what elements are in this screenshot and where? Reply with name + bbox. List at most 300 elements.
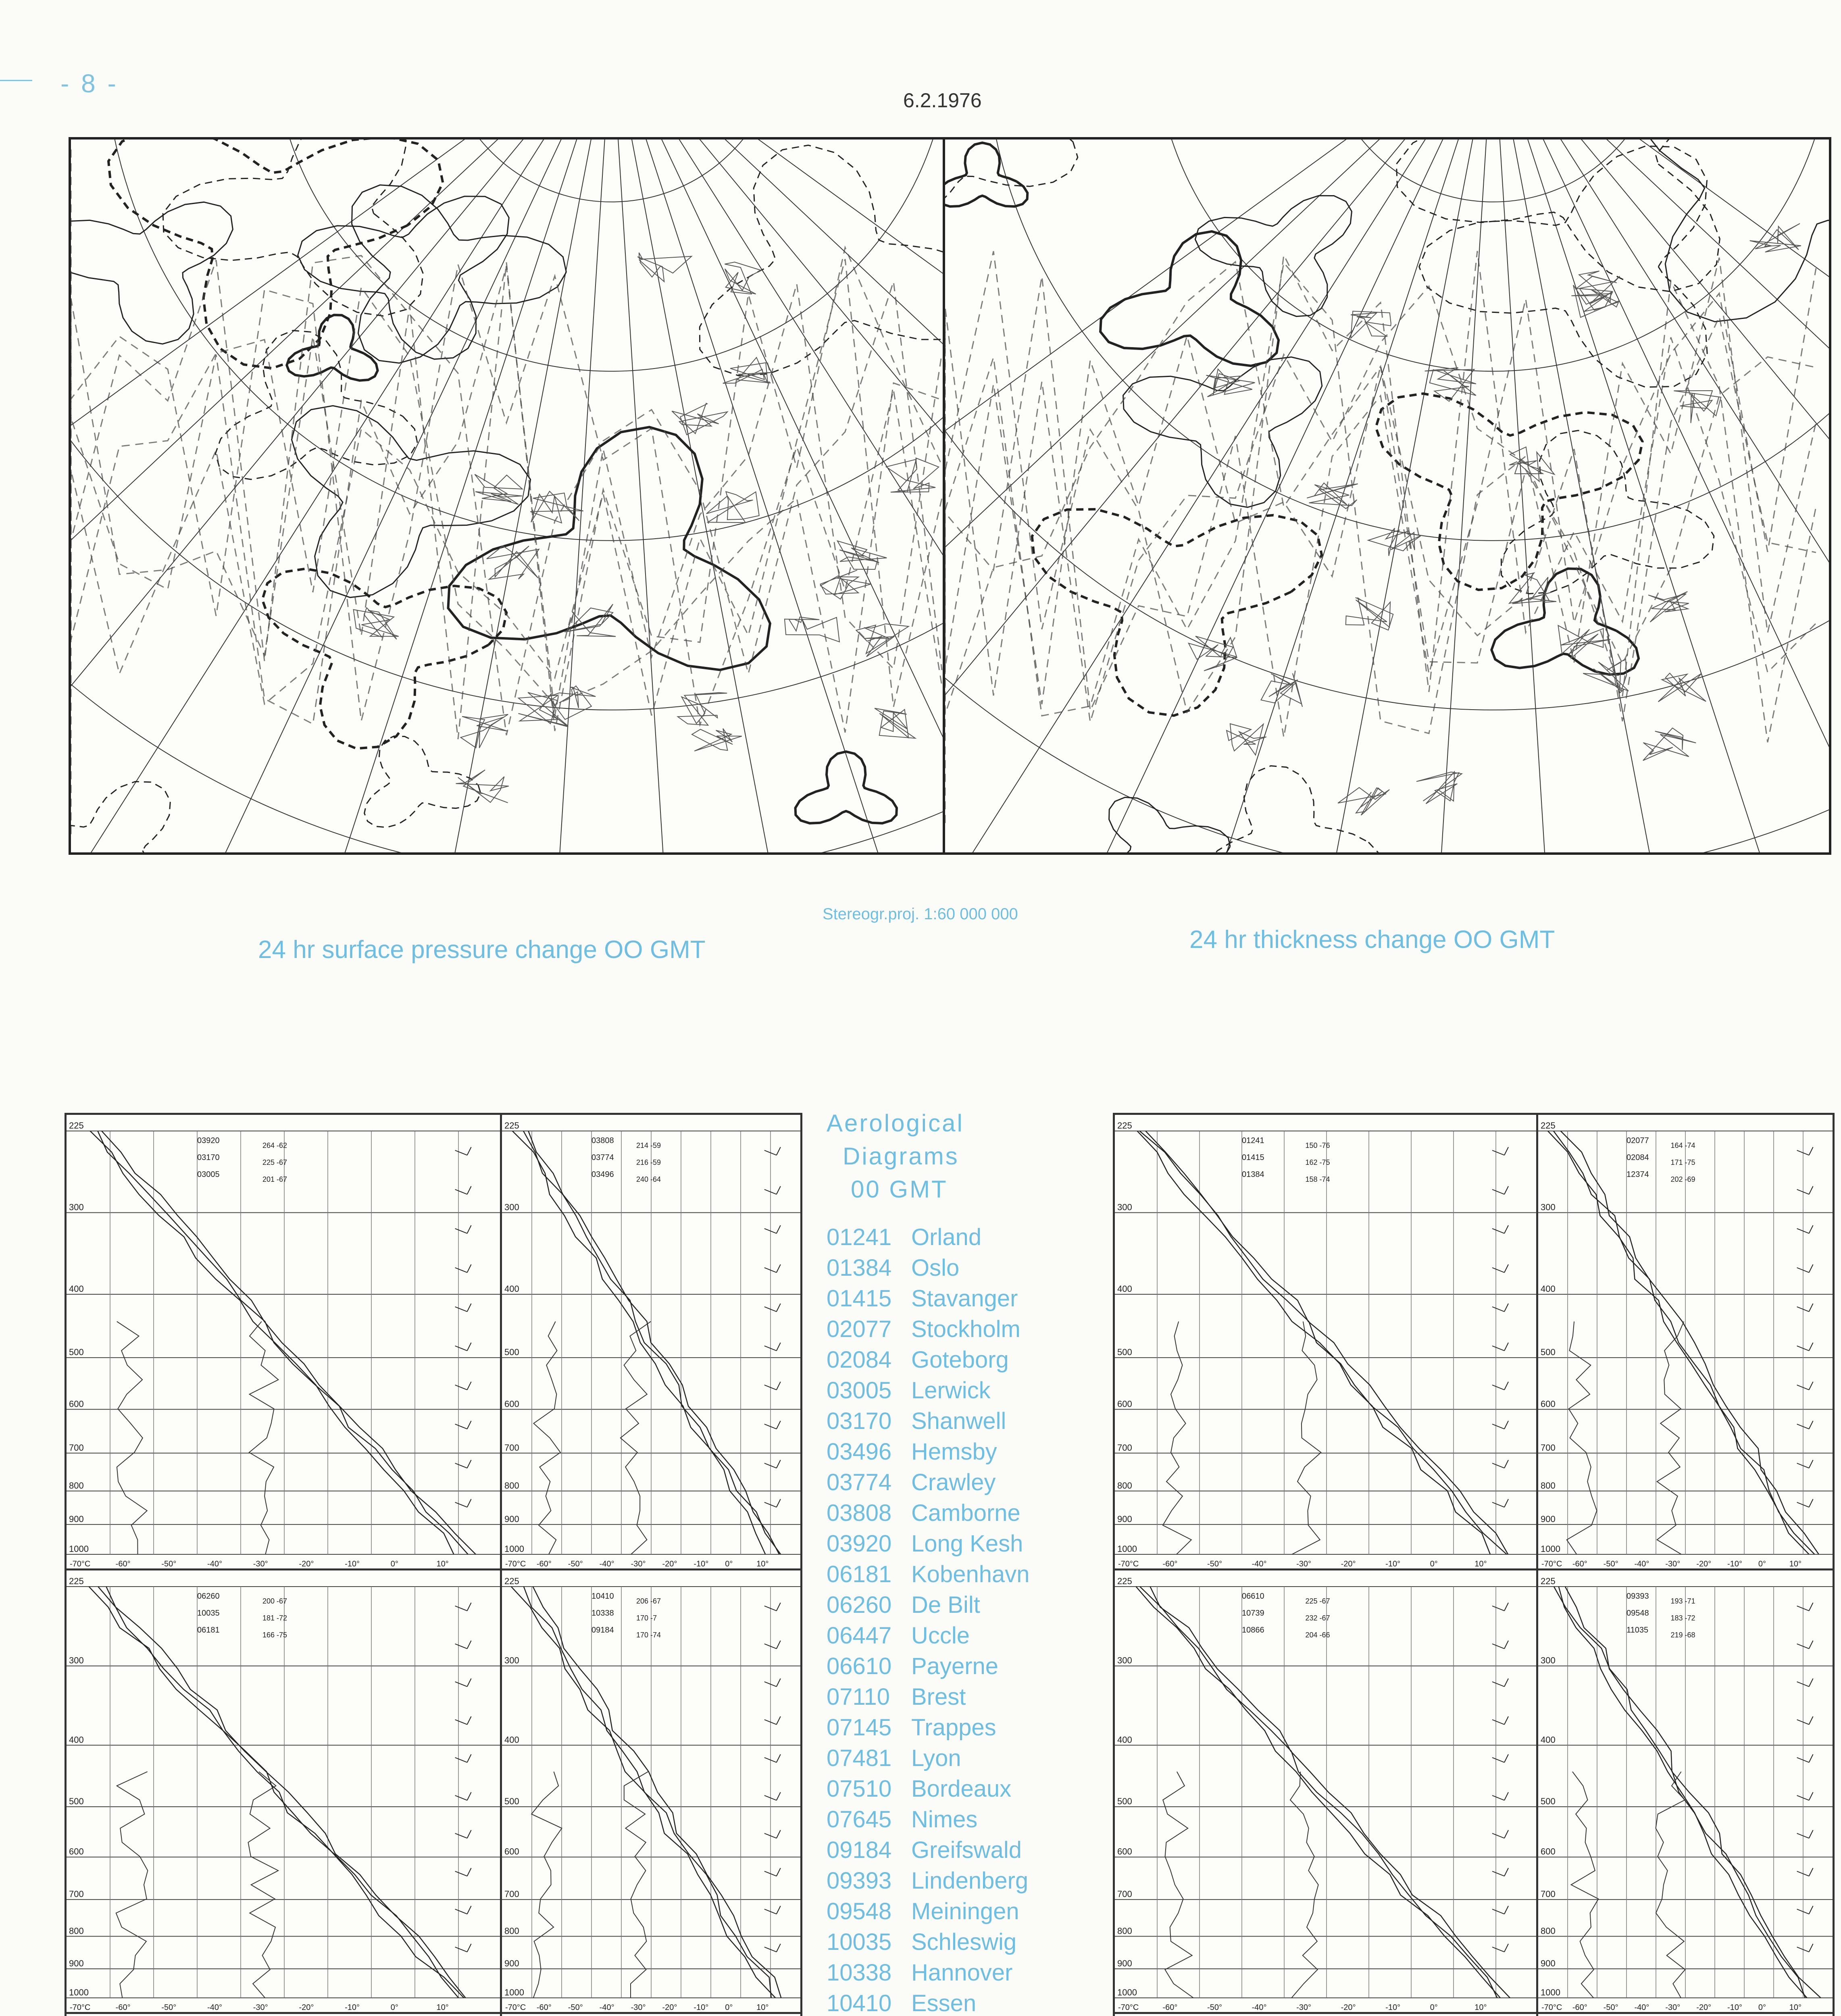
pressure-label: 500 (1117, 1347, 1132, 1358)
wind-barb (1797, 1868, 1813, 1876)
wind-barb (1492, 1382, 1508, 1390)
pressure-label: 300 (1541, 1655, 1556, 1666)
pressure-label: 1000 (1117, 1544, 1137, 1554)
aerological-diagram-svg (1538, 1570, 1833, 2014)
wind-barb (764, 1421, 781, 1429)
pressure-label: 300 (504, 1655, 519, 1666)
wind-barb (455, 1603, 471, 1611)
pressure-label: 800 (1541, 1926, 1556, 1936)
station-entry (827, 1467, 1085, 1498)
tropopause-value: 164 -74 (1670, 1141, 1695, 1150)
temperature-label: -60° (1572, 1560, 1587, 1568)
temperature-label: -70°C (1541, 1560, 1562, 1568)
wind-barb (1492, 1792, 1508, 1800)
wind-barb (1492, 1754, 1508, 1762)
station-entry (827, 1682, 1085, 1712)
wind-barb (1492, 1830, 1508, 1838)
station-name: Lerwick (911, 1377, 991, 1404)
station-entry (827, 1529, 1085, 1559)
aerological-diagram-svg (67, 1115, 502, 1570)
station-code: 03920 (827, 1531, 892, 1557)
pressure-label: 1000 (504, 1544, 524, 1554)
dewpoint-profile (1292, 1322, 1321, 1555)
wind-barb (1797, 1944, 1813, 1952)
pressure-label: 800 (69, 1926, 84, 1936)
pressure-label: 900 (1541, 1958, 1556, 1968)
dewpoint-profile (1657, 1322, 1684, 1555)
panel-station-code: 01384 (1242, 1170, 1264, 1179)
station-name: Orland (911, 1224, 982, 1250)
wind-barb (764, 1868, 781, 1876)
aerological-diagram-svg (502, 1570, 800, 2014)
temperature-label: -30° (1296, 2003, 1312, 2012)
temperature-label: -60° (1572, 2003, 1587, 2012)
temperature-label: -20° (1341, 2003, 1356, 2012)
pressure-label: 225 (69, 1576, 84, 1586)
dewpoint-profile (531, 1772, 562, 1998)
temperature-label: -70°C (1118, 1560, 1139, 1568)
aerological-legend (827, 1107, 1085, 2016)
temperature-label: -20° (1696, 2003, 1712, 2012)
wind-barb (764, 1679, 781, 1687)
temperature-label: -70°C (1541, 2003, 1562, 2012)
thickness-map-caption: 24 hr thickness change OO GMT (1189, 926, 1555, 954)
pressure-label: 900 (1117, 1514, 1132, 1524)
station-entry (827, 1345, 1085, 1375)
aerological-diagram-svg (502, 1115, 800, 1570)
pressure-label: 400 (1541, 1735, 1556, 1745)
station-code: 07510 (827, 1776, 892, 1802)
station-name: Long Kesh (911, 1531, 1023, 1557)
pressure-label: 225 (504, 1576, 519, 1586)
wind-barb (455, 1382, 471, 1390)
dewpoint-profile (248, 1772, 279, 1998)
panel-station-code: 06260 (197, 1592, 220, 1601)
aerological-diagram-panel (500, 2012, 802, 2016)
wind-barb (764, 1792, 781, 1800)
aerological-diagram-panel (65, 1568, 504, 2016)
wind-barb (1797, 1906, 1813, 1914)
pressure-label: 225 (1117, 1120, 1132, 1131)
pressure-label: 300 (504, 1202, 519, 1212)
station-list (827, 1222, 1085, 2016)
dewpoint-profile (1656, 1772, 1685, 1998)
wind-barb (764, 1906, 781, 1914)
wind-barb (1797, 1421, 1813, 1429)
temperature-label: -60° (115, 1560, 131, 1568)
panel-station-code: 01415 (1242, 1153, 1264, 1162)
wind-barb (455, 1792, 471, 1800)
pressure-label: 900 (1117, 1958, 1132, 1968)
aerological-diagram-svg (1115, 1115, 1538, 1570)
pressure-label: 700 (69, 1889, 84, 1899)
dewpoint-profile (117, 1322, 147, 1555)
panel-station-code: 06181 (197, 1626, 220, 1635)
temperature-label: -70°C (505, 1560, 526, 1568)
station-code: 02077 (827, 1316, 892, 1342)
temperature-label: -50° (161, 2003, 177, 2012)
station-code: 01241 (827, 1224, 892, 1250)
panel-station-code: 02084 (1626, 1153, 1649, 1162)
station-code: 07145 (827, 1714, 892, 1741)
station-name: Lyon (911, 1745, 961, 1771)
thickness-change-map (943, 137, 1831, 855)
pressure-label: 1000 (504, 1987, 524, 1997)
station-name: Stockholm (911, 1316, 1020, 1342)
pressure-label: 500 (504, 1347, 519, 1358)
panel-station-code: 03005 (197, 1170, 220, 1179)
pressure-label: 225 (1541, 1576, 1556, 1586)
station-code: 10410 (827, 1990, 892, 2016)
station-entry (827, 1774, 1085, 1804)
pressure-label: 300 (1117, 1202, 1132, 1212)
pressure-label: 700 (504, 1889, 519, 1899)
aerological-diagram-panel (65, 1113, 504, 1572)
wind-barb (455, 1754, 471, 1762)
temperature-label: -40° (1634, 1560, 1649, 1568)
temperature-label: -40° (599, 1560, 614, 1568)
aerological-diagram-svg (502, 2014, 800, 2016)
station-code: 03170 (827, 1408, 892, 1434)
temperature-label: -20° (299, 2003, 314, 2012)
station-code: 03774 (827, 1469, 892, 1495)
tropopause-value: 200 -67 (262, 1597, 287, 1605)
wind-barb (1492, 1343, 1508, 1351)
tropopause-value: 158 -74 (1305, 1175, 1330, 1183)
temperature-label: 10° (756, 1560, 769, 1568)
station-entry (827, 1437, 1085, 1467)
tropopause-value: 214 -59 (636, 1141, 661, 1150)
panel-station-code: 03496 (591, 1170, 614, 1179)
map-projection-note: Stereogr.proj. 1:60 000 000 (823, 905, 1018, 923)
station-code: 09184 (827, 1837, 892, 1863)
aerological-diagram-panel (500, 1113, 802, 1572)
tropopause-value: 204 -66 (1305, 1631, 1330, 1639)
station-entry (827, 1590, 1085, 1620)
wind-barb (1492, 1603, 1508, 1611)
temperature-label: -30° (1296, 1560, 1312, 1568)
pressure-label: 700 (1117, 1889, 1132, 1899)
temperature-label: -70°C (505, 2003, 526, 2012)
pressure-label: 500 (1541, 1347, 1556, 1358)
wind-barb (764, 1603, 781, 1611)
wind-barb (764, 1382, 781, 1390)
wind-barb (1492, 1460, 1508, 1468)
wind-barb (1492, 1641, 1508, 1649)
temperature-label: -20° (299, 1560, 314, 1568)
wind-barb (1492, 1716, 1508, 1724)
aerological-diagram-svg (1538, 2014, 1833, 2016)
wind-barb (1797, 1264, 1813, 1272)
panel-station-code: 03170 (197, 1153, 220, 1162)
temperature-label: -40° (599, 2003, 614, 2012)
temperature-label: 10° (1474, 2003, 1487, 2012)
wind-barb (764, 1716, 781, 1724)
aerological-diagram-panel (1113, 1568, 1540, 2016)
pressure-label: 800 (1117, 1480, 1132, 1491)
wind-barb (455, 1830, 471, 1838)
pressure-label: 500 (69, 1796, 84, 1807)
station-name: Essen (911, 1990, 977, 2016)
tropopause-value: 206 -67 (636, 1597, 661, 1605)
wind-barb (764, 1641, 781, 1649)
station-name: Hannover (911, 1960, 1013, 1986)
wind-barb (455, 1868, 471, 1876)
temperature-label: 0° (1430, 2003, 1438, 2012)
pressure-label: 800 (1117, 1926, 1132, 1936)
temperature-label: 10° (1789, 2003, 1801, 2012)
pressure-label: 600 (504, 1846, 519, 1857)
station-name: Crawley (911, 1469, 996, 1495)
wind-barb (1492, 1868, 1508, 1876)
station-entry (827, 1866, 1085, 1896)
temperature-label: -10° (1385, 2003, 1401, 2012)
temperature-label: -50° (1207, 2003, 1222, 2012)
station-name: Camborne (911, 1500, 1020, 1526)
dewpoint-profile (116, 1772, 148, 1998)
station-code: 10035 (827, 1929, 892, 1955)
aerological-diagram-panel (1536, 1568, 1835, 2016)
wind-barb (455, 1147, 471, 1155)
pressure-label: 500 (1117, 1796, 1132, 1807)
wind-barb (1797, 1186, 1813, 1194)
wind-barb (1797, 1792, 1813, 1800)
station-code: 02084 (827, 1347, 892, 1373)
panel-station-code: 10739 (1242, 1609, 1264, 1618)
pressure-label: 300 (69, 1655, 84, 1666)
wind-barb (455, 1679, 471, 1687)
panel-station-code: 09393 (1626, 1592, 1649, 1601)
temperature-label: -50° (1603, 2003, 1618, 2012)
temperature-label: -10° (693, 2003, 709, 2012)
pressure-label: 500 (69, 1347, 84, 1358)
station-entry (827, 1835, 1085, 1866)
panel-station-code: 11035 (1626, 1626, 1649, 1635)
pressure-label: 1000 (69, 1544, 89, 1554)
tropopause-value: 216 -59 (636, 1158, 661, 1166)
panel-station-code: 01241 (1242, 1136, 1264, 1145)
tropopause-value: 240 -64 (636, 1175, 661, 1183)
temperature-label: -50° (1603, 1560, 1618, 1568)
pressure-label: 900 (1541, 1514, 1556, 1524)
station-entry (827, 1620, 1085, 1651)
pressure-label: 400 (1541, 1284, 1556, 1294)
pressure-label: 900 (69, 1958, 84, 1968)
station-code: 07110 (827, 1684, 890, 1710)
station-name: De Bilt (911, 1592, 980, 1618)
dewpoint-profile (1571, 1772, 1599, 1998)
station-entry (827, 1988, 1085, 2016)
station-name: Kobenhavn (911, 1561, 1030, 1587)
temperature-label: -30° (631, 1560, 646, 1568)
wind-barb (764, 1225, 781, 1233)
tropopause-value: 162 -75 (1305, 1158, 1330, 1166)
temperature-label: -60° (1162, 2003, 1178, 2012)
station-entry (827, 1804, 1085, 1835)
pressure-label: 800 (504, 1926, 519, 1936)
dewpoint-profile (249, 1322, 279, 1555)
dewpoint-profile (624, 1772, 648, 1998)
aerological-diagram-panel (1113, 1113, 1540, 1572)
page-date: 6.2.1976 (903, 89, 982, 112)
temperature-label: -60° (536, 2003, 552, 2012)
pressure-label: 700 (1541, 1442, 1556, 1453)
wind-barb (455, 1304, 471, 1312)
temperature-label: 0° (390, 2003, 398, 2012)
pressure-label: 600 (69, 1846, 84, 1857)
wind-barb (764, 1460, 781, 1468)
temperature-label: -40° (207, 1560, 222, 1568)
temperature-label: -10° (1727, 2003, 1742, 2012)
surface-pressure-change-map (69, 137, 945, 855)
pressure-label: 800 (69, 1480, 84, 1491)
station-name: Nimes (911, 1806, 978, 1833)
station-code: 06610 (827, 1653, 892, 1679)
dewpoint-profile (1567, 1322, 1597, 1555)
pressure-label: 700 (1541, 1889, 1556, 1899)
wind-barb (455, 1225, 471, 1233)
tropopause-value: 225 -67 (1305, 1597, 1330, 1605)
station-name: Trappes (911, 1714, 996, 1741)
wind-barb (764, 1304, 781, 1312)
wind-barb (1797, 1603, 1813, 1611)
station-entry (827, 1406, 1085, 1437)
temperature-label: 0° (725, 2003, 733, 2012)
station-code: 03496 (827, 1439, 892, 1465)
station-entry (827, 1314, 1085, 1345)
pressure-label: 900 (504, 1958, 519, 1968)
wind-barb (1492, 1264, 1508, 1272)
panel-station-code: 06610 (1242, 1592, 1264, 1601)
wind-barb (455, 1641, 471, 1649)
temperature-label: -50° (161, 1560, 177, 1568)
pressure-label: 1000 (1541, 1544, 1560, 1554)
station-code: 06181 (827, 1561, 892, 1587)
pressure-label: 400 (1117, 1284, 1132, 1294)
station-entry (827, 1253, 1085, 1283)
tropopause-value: 193 -71 (1670, 1597, 1695, 1605)
pressure-label: 500 (504, 1796, 519, 1807)
temperature-label: -70°C (70, 2003, 91, 2012)
station-code: 06260 (827, 1592, 892, 1618)
aerological-diagram-svg (1115, 1570, 1538, 2014)
wind-barb (1492, 1186, 1508, 1194)
temperature-label: -60° (536, 1560, 552, 1568)
temperature-label: -70°C (70, 1560, 91, 1568)
wind-barb (1797, 1641, 1813, 1649)
pressure-label: 600 (69, 1399, 84, 1409)
pressure-label: 225 (1117, 1576, 1132, 1586)
wind-barb (764, 1264, 781, 1272)
wind-barb (1797, 1830, 1813, 1838)
wind-barb (764, 1944, 781, 1952)
temperature-label: 10° (756, 2003, 769, 2012)
station-name: Oslo (911, 1255, 960, 1281)
wind-barb (1797, 1754, 1813, 1762)
panel-station-code: 10410 (591, 1592, 614, 1601)
temperature-label: 0° (390, 1560, 398, 1568)
tropopause-value: 150 -76 (1305, 1141, 1330, 1150)
pressure-label: 600 (1117, 1846, 1132, 1857)
temperature-label: 10° (436, 2003, 449, 2012)
pressure-label: 225 (504, 1120, 519, 1131)
tropopause-value: 219 -68 (1670, 1631, 1695, 1639)
pressure-label: 400 (69, 1735, 84, 1745)
wind-barb (1492, 1906, 1508, 1914)
temperature-label: -50° (1207, 1560, 1222, 1568)
pressure-label: 400 (504, 1735, 519, 1745)
station-code: 01384 (827, 1255, 892, 1281)
pressure-label: 600 (1541, 1846, 1556, 1857)
tropopause-value: 232 -67 (1305, 1614, 1330, 1622)
pressure-label: 600 (504, 1399, 519, 1409)
wind-barb (764, 1499, 781, 1507)
station-entry (827, 1375, 1085, 1406)
temperature-label: -60° (115, 2003, 131, 2012)
station-name: Shanwell (911, 1408, 1006, 1434)
temperature-label: -70°C (1118, 2003, 1139, 2012)
pressure-label: 900 (504, 1514, 519, 1524)
panel-station-code: 09184 (591, 1626, 614, 1635)
pressure-label: 300 (69, 1202, 84, 1212)
temperature-label: -20° (662, 1560, 677, 1568)
tropopause-value: 225 -67 (262, 1158, 287, 1166)
pressure-label: 300 (1117, 1655, 1132, 1666)
wind-barb (1797, 1716, 1813, 1724)
aerological-diagram-svg (1538, 1115, 1833, 1570)
wind-barb (455, 1944, 471, 1952)
station-entry (827, 1958, 1085, 1988)
map-drawing (945, 140, 1829, 852)
wind-barb (455, 1906, 471, 1914)
wind-barb (764, 1754, 781, 1762)
wind-barb (764, 1186, 781, 1194)
station-name: Greifswald (911, 1837, 1022, 1863)
temperature-label: -20° (662, 2003, 677, 2012)
aerological-diagram-panel (65, 2012, 504, 2016)
tropopause-value: 201 -67 (262, 1175, 287, 1183)
station-entry (827, 1498, 1085, 1529)
wind-barb (1492, 1679, 1508, 1687)
station-entry (827, 1222, 1085, 1253)
aerological-diagram-panel (1536, 2012, 1835, 2016)
aerological-diagram-svg (67, 1570, 502, 2014)
legend-title-line: 00 GMT (851, 1176, 948, 1203)
wind-barb (764, 1830, 781, 1838)
pressure-label: 1000 (1541, 1987, 1560, 1997)
temperature-label: -40° (1252, 1560, 1267, 1568)
pressure-label: 225 (1541, 1120, 1556, 1131)
pressure-label: 800 (1541, 1480, 1556, 1491)
panel-station-code: 09548 (1626, 1609, 1649, 1618)
wind-barb (1797, 1499, 1813, 1507)
wind-barb (764, 1147, 781, 1155)
page-edge-mark (0, 80, 32, 81)
panel-station-code: 10035 (197, 1609, 220, 1618)
pressure-label: 400 (504, 1284, 519, 1294)
page-number: - 8 - (60, 69, 119, 98)
wind-barb (455, 1343, 471, 1351)
station-code: 10338 (827, 1960, 892, 1986)
panel-station-code: 03774 (591, 1153, 614, 1162)
wind-barb (1797, 1460, 1813, 1468)
pressure-label: 700 (69, 1442, 84, 1453)
wind-barb (1797, 1382, 1813, 1390)
station-code: 09548 (827, 1898, 892, 1924)
panel-station-code: 02077 (1626, 1136, 1649, 1145)
pressure-label: 1000 (1117, 1987, 1137, 1997)
station-name: Bordeaux (911, 1776, 1012, 1802)
